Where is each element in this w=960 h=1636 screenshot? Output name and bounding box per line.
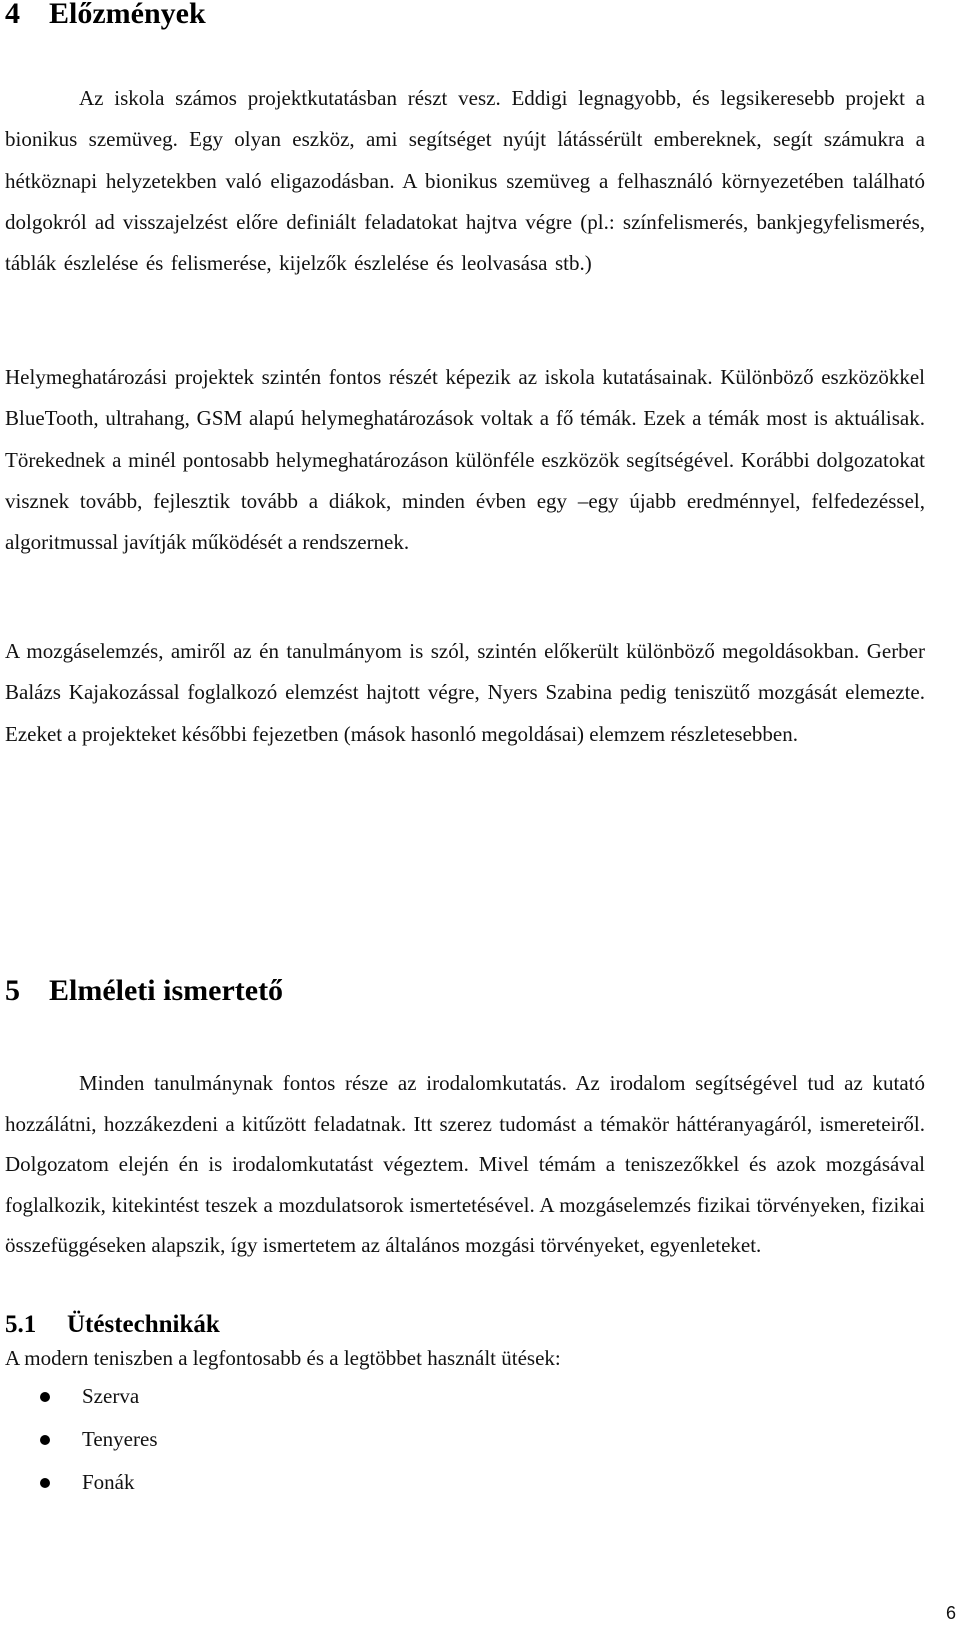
list-item-label: Tenyeres xyxy=(82,1427,158,1451)
paragraph-positioning: Helymeghatározási projektek szintén fontos részét képezik az iskola kutatásainak. Különböző eszközökkel BlueTooth, ultrahang, GSM alapú helymeghatározások voltak a fő témák. Ezek a témák most is aktuálisak. Törekednek a minél pontosabb helymeghatározáson különféle eszközök segítségével. Korábbi dolgozatokat visznek tovább, fejlesztik tovább a diákok, minden évben egy –egy újabb eredménnyel, felfedezéssel, algoritmussal javítják működését a rendszernek. xyxy=(5,365,925,555)
strokes-intro: A modern teniszben a legfontosabb és a legtöbbet használt ütések: xyxy=(5,1346,561,1370)
section-number: 4 xyxy=(5,0,20,30)
section-number: 5 xyxy=(5,974,20,1007)
section-title: Előzmények xyxy=(49,0,206,30)
strokes-list xyxy=(5,1375,158,1504)
section-title: Ütéstechnikák xyxy=(67,1311,220,1338)
list-item xyxy=(5,1375,158,1418)
section-5-1-heading xyxy=(5,1310,220,1340)
section-5-heading xyxy=(5,973,283,1009)
paragraph-literature-review: Minden tanulmánynak fontos része az irodalomkutatás. Az irodalom segítségével tud az kutató hozzálátni, hozzákezdeni a kitűzött feladatnak. Itt szerez tudomást a témakör háttéranyagáról, ismereteiről. Dolgozatom elején én is irodalomkutatást végeztem. Mivel témám a teniszezőkkel és azok mozgásával foglalkozik, kitekintést teszek a mozdulatsorok ismertetésével. A mozgáselemzés fizikai törvényeken, fizikai összefüggéseken alapszik, így ismertetem az általános mozgási törvényeket, egyenleteket. xyxy=(5,1071,925,1257)
list-item xyxy=(5,1461,158,1504)
paragraph-motion-analysis: A mozgáselemzés, amiről az én tanulmányom is szól, szintén előkerült különböző megoldásokban. Gerber Balázs Kajakozással foglalkozó elemzést hajtott végre, Nyers Szabina pedig teniszütő mozgását elemezte. Ezeket a projekteket későbbi fejezetben (mások hasonló megoldásai) elemzem részletesebben. xyxy=(5,639,925,746)
list-item xyxy=(5,1418,158,1461)
list-item-label: Fonák xyxy=(82,1470,135,1494)
paragraph-bionic-glasses: Az iskola számos projektkutatásban részt vesz. Eddigi legnagyobb, és legsikeresebb projekt a bionikus szemüveg. Egy olyan eszköz, ami segítséget nyújt látássérült embereknek, segít számukra a hétköznapi helyzetekben való eligazodásban. A bionikus szemüveg a felhasználó környezetében található dolgokról ad visszajelzést előre definiált feladatokat hajtva végre (pl.: színfelismerés, bankjegyfelismerés, táblák észlelése és felismerése, kijelzők észlelése és leolvasása stb.) xyxy=(5,86,925,276)
section-4-heading xyxy=(5,0,206,32)
list-item-label: Szerva xyxy=(82,1384,140,1408)
page-number: 6 xyxy=(945,1603,956,1623)
bullet-icon xyxy=(40,1435,50,1445)
bullet-icon xyxy=(40,1478,50,1488)
bullet-icon xyxy=(40,1392,50,1402)
section-number: 5.1 xyxy=(5,1311,37,1338)
section-title: Elméleti ismertető xyxy=(49,974,284,1007)
